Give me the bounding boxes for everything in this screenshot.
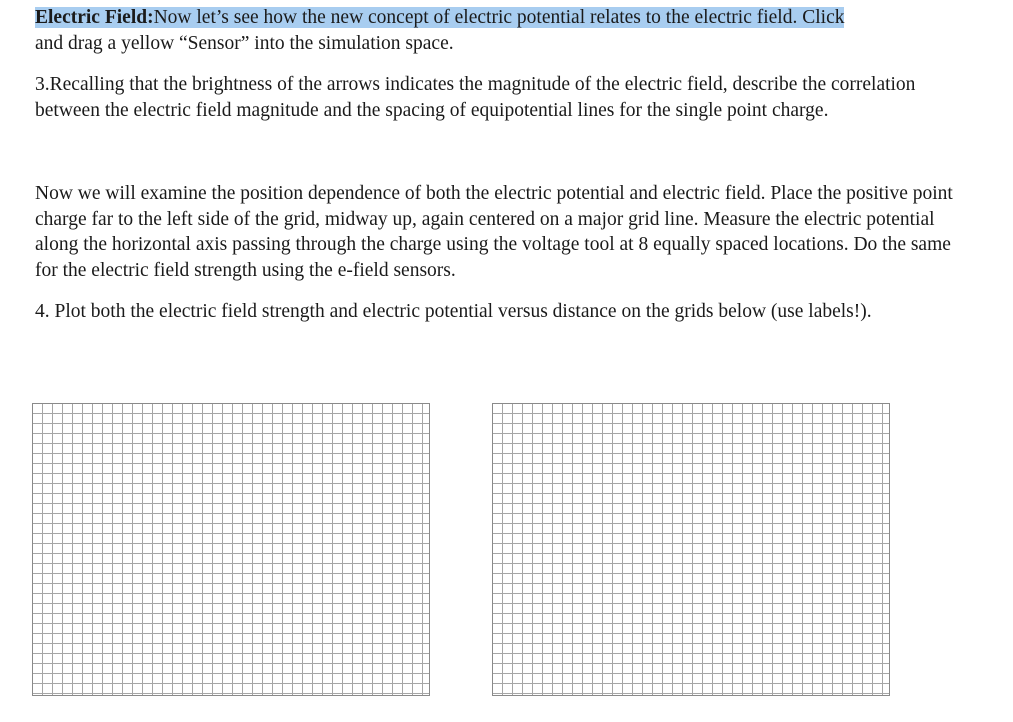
selection-highlight[interactable]	[35, 7, 844, 28]
section-heading: Electric Field:	[35, 7, 154, 28]
intro-continuation: and drag a yellow “Sensor” into the simulation space.	[35, 32, 454, 54]
electric-field-intro	[35, 5, 960, 56]
instructions-paragraph: Now we will examine the position dependence of both the electric potential and electric field. Place the positive point charge far to the left side of the grid, midway up, again centered on a major grid line. Measure the electric potential along the horizontal axis passing through the charge using the voltage tool at 8 equally spaced locations. Do the same for the electric field strength using the e-field sensors.	[35, 183, 953, 281]
document-page	[35, 5, 960, 325]
electric-potential-plot-grid	[492, 403, 890, 696]
electric-field-plot-grid	[32, 403, 430, 696]
question-4: 4. Plot both the electric field strength and electric potential versus distance on the grids below (use labels!).	[35, 301, 872, 322]
highlighted-sentence: Now let’s see how the new concept of electric potential relates to the electric field. Click	[153, 7, 845, 28]
question-3: 3.Recalling that the brightness of the arrows indicates the magnitude of the electric field, describe the correlation between the electric field magnitude and the spacing of equipotential lines for the single point charge.	[35, 74, 916, 121]
